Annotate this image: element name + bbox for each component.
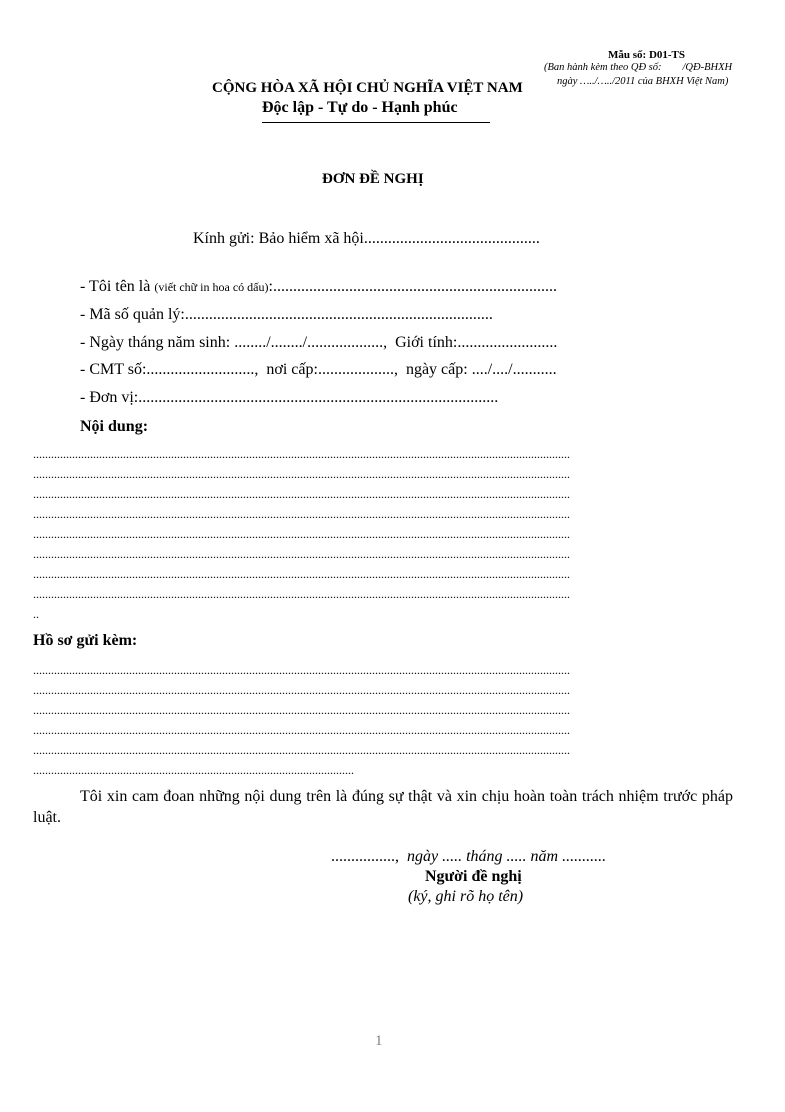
signature-instruction: (ký, ghi rõ họ tên) — [408, 888, 524, 905]
work-unit-field: - Đơn vị:.......................................................................................... — [80, 389, 499, 406]
birth-date-gender-field: - Ngày tháng năm sinh: ......../......../..................., Giới tính:......................... — [80, 334, 558, 351]
form-code: Mẫu số: D01-TS — [608, 49, 686, 61]
content-line: ................................................................................................................................................................................... — [33, 547, 570, 561]
content-line: ................................................................................................................................................................................... — [33, 467, 570, 481]
content-line: ................................................................................................................................................................................... — [33, 527, 570, 541]
attachment-line: ................................................................................................................................................................................... — [33, 723, 570, 737]
pledge-statement: Tôi xin cam đoan những nội dung trên là đúng sự thật và xin chịu hoàn toàn trách nhiệm trước pháp luật. — [33, 788, 733, 826]
full-name-blank: :....................................................................... — [268, 278, 557, 295]
full-name-label: - Tôi tên là — [80, 278, 155, 295]
content-heading: Nội dung: — [80, 418, 149, 435]
content-line: ................................................................................................................................................................................... — [33, 487, 570, 501]
content-line: ................................................................................................................................................................................... — [33, 567, 570, 581]
signing-date-line — [331, 848, 606, 866]
signing-place: ................, — [331, 848, 407, 865]
content-line: .. — [33, 607, 39, 621]
content-line: ................................................................................................................................................................................... — [33, 447, 570, 461]
nation-heading: CỘNG HÒA XÃ HỘI CHỦ NGHĨA VIỆT NAM — [212, 80, 523, 96]
content-line: ................................................................................................................................................................................... — [33, 507, 570, 521]
signing-date: ngày ..... tháng ..... năm ........... — [407, 848, 607, 865]
insurance-code-field: - Mã số quản lý:............................................................................. — [80, 306, 493, 323]
attachment-line: ........................................................................................................... — [33, 763, 354, 777]
decree-reference: (Ban hành kèm theo QĐ số: /QĐ-BHXH — [544, 62, 733, 73]
document-title: ĐƠN ĐỀ NGHỊ — [322, 171, 424, 187]
national-motto: Độc lập - Tự do - Hạnh phúc — [262, 99, 458, 116]
attachment-line: ................................................................................................................................................................................... — [33, 663, 570, 677]
attachments-heading: Hồ sơ gửi kèm: — [33, 632, 138, 649]
full-name-hint: (viết chữ in hoa có dấu) — [154, 280, 269, 294]
attachment-line: ................................................................................................................................................................................... — [33, 743, 570, 757]
page-number: 1 — [375, 1033, 383, 1049]
full-name-field — [80, 278, 557, 296]
attachment-line: ................................................................................................................................................................................... — [33, 683, 570, 697]
recipient-line: Kính gửi: Bảo hiểm xã hội............................................ — [193, 230, 540, 247]
motto-underline — [262, 122, 490, 123]
decree-date: ngày …../…../2011 của BHXH Việt Nam) — [557, 76, 729, 87]
id-card-field: - CMT số:..........................., nơi cấp:..................., ngày cấp: ..../..../........... — [80, 361, 557, 378]
signer-title: Người đề nghị — [425, 868, 522, 885]
attachment-line: ................................................................................................................................................................................... — [33, 703, 570, 717]
content-line: ................................................................................................................................................................................... — [33, 587, 570, 601]
